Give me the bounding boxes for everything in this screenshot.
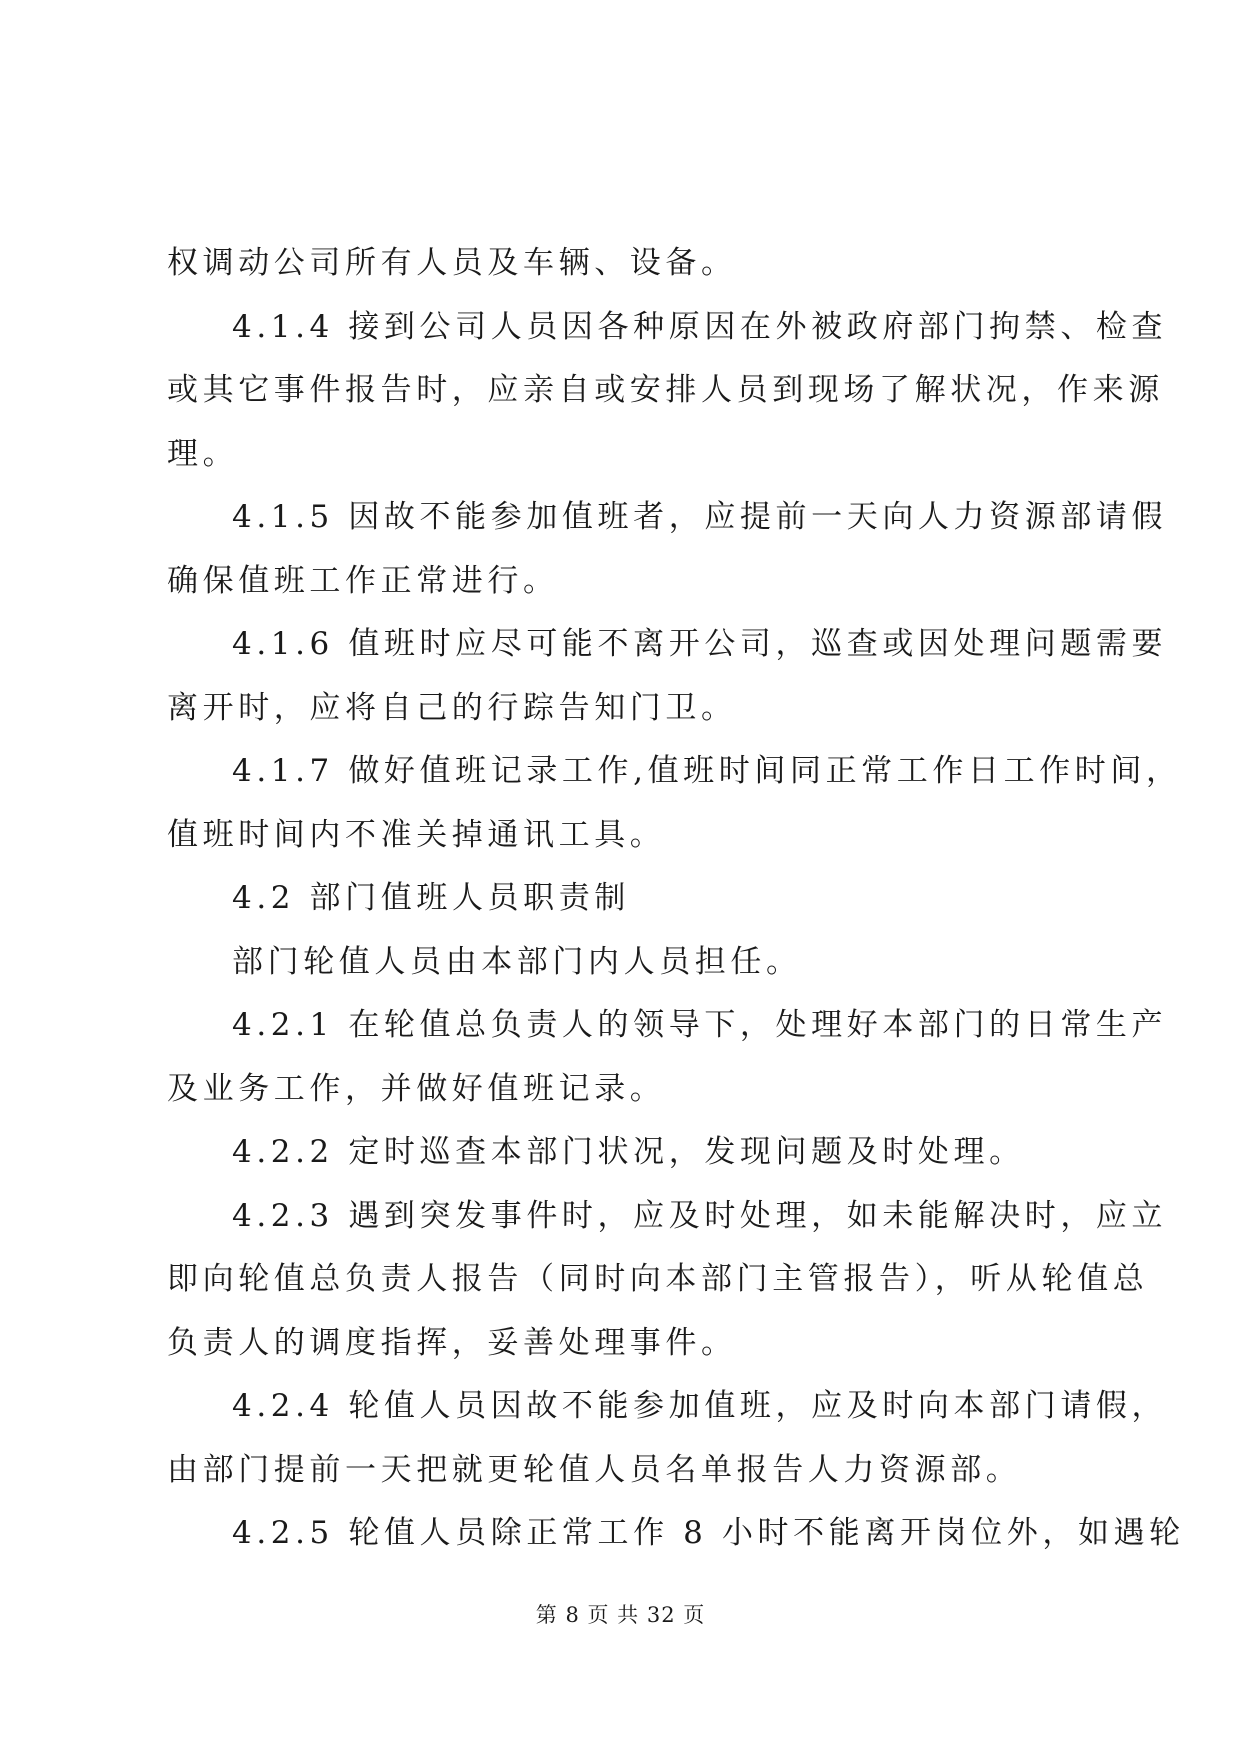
text-line: 权调动公司所有人员及车辆、设备。 — [167, 245, 737, 281]
text-line: 离开时，应将自己的行踪告知门卫。 — [167, 689, 737, 726]
text-line: 由部门提前一天把就更轮值人员名单报告人力资源部。 — [167, 1451, 1022, 1488]
document-body — [167, 232, 1185, 1566]
paragraph-4-2-5: 4.2.5 轮值人员除正常工作 8 小时不能离开岗位外，如遇轮 — [232, 1515, 1185, 1551]
text-line: 负责人的调度指挥，妥善处理事件。 — [167, 1324, 737, 1361]
paragraph-4-2-4: 4.2.4 轮值人员因故不能参加值班，应及时向本部门请假， — [232, 1388, 1168, 1424]
paragraph-4-1-7: 4.1.7 做好值班记录工作,值班时间同正常工作日工作时间， — [232, 753, 1182, 789]
paragraph-4-1-6: 4.1.6 值班时应尽可能不离开公司，巡查或因处理问题需要 — [232, 626, 1168, 662]
paragraph-4-2-2: 4.2.2 定时巡查本部门状况，发现问题及时处理。 — [232, 1134, 1025, 1170]
section-heading-4-2: 4.2 部门值班人员职责制 — [232, 880, 630, 916]
text-line: 即向轮值总负责人报告（同时向本部门主管报告），听从轮值总 — [167, 1261, 1149, 1297]
text-line: 或其它事件报告时，应亲自或安排人员到现场了解状况，作来源 — [167, 372, 1164, 408]
paragraph-4-2-1: 4.2.1 在轮值总负责人的领导下，处理好本部门的日常生产 — [232, 1007, 1168, 1043]
page-number-footer: 第 8 页 共 32 页 — [535, 1603, 706, 1627]
text-line: 值班时间内不准关掉通讯工具。 — [167, 816, 666, 853]
text-line: 确保值班工作正常进行。 — [167, 562, 559, 599]
text-line: 理。 — [167, 435, 239, 472]
paragraph-4-1-4: 4.1.4 接到公司人员因各种原因在外被政府部门拘禁、检查 — [232, 308, 1168, 345]
paragraph-4-1-5: 4.1.5 因故不能参加值班者，应提前一天向人力资源部请假 — [232, 499, 1168, 535]
text-line: 及业务工作，并做好值班记录。 — [167, 1070, 666, 1107]
paragraph-4-2-3: 4.2.3 遇到突发事件时，应及时处理，如未能解决时，应立 — [232, 1197, 1168, 1234]
paragraph-intro: 部门轮值人员由本部门内人员担任。 — [232, 943, 802, 980]
